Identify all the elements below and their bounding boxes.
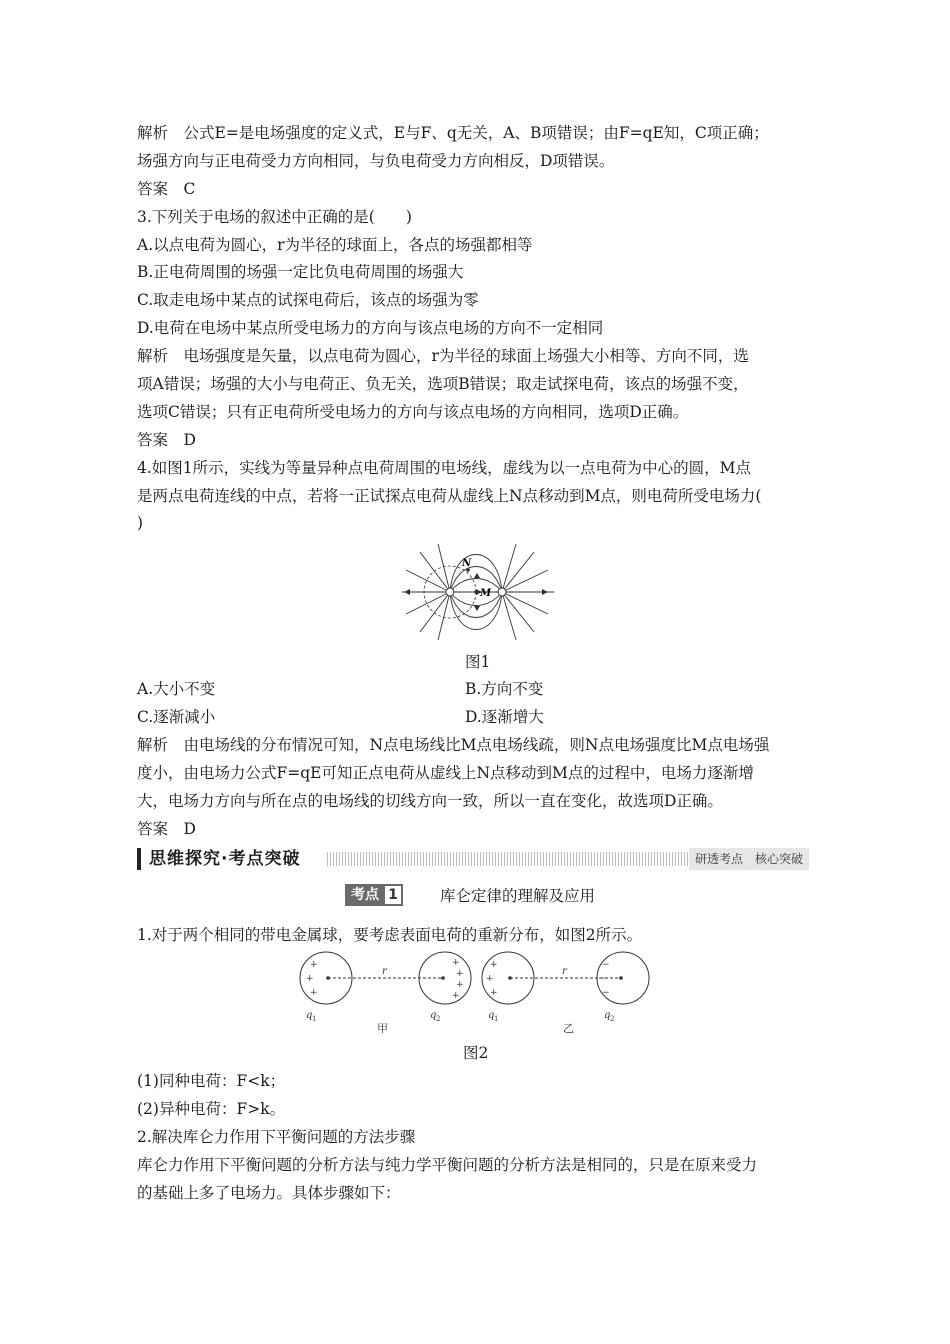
figure-1-label-n: N [462,558,472,569]
question-4-line-1: 4.如图1所示，实线为等量异种点电荷周围的电场线，虚线为以一点电荷为中心的圆，M点 [137,459,752,477]
section-point-2-line-1: 库仑力作用下平衡问题的分析方法与纯力学平衡问题的分析方法是相同的，只是在原来受力 [137,1156,758,1174]
figure-1-field-lines [398,540,558,640]
kaodian-title: 库仑定律的理解及应用 [440,887,596,905]
distance-label: r [382,966,387,977]
plus-sign: + [310,960,318,970]
distance-label: r [562,966,567,977]
kaodian-label: 考点 [345,884,383,906]
figure-2-spheres [290,950,660,1036]
opposite-charge-rule: (2)异种电荷：F>k。 [137,1100,286,1118]
plus-sign: + [310,988,318,998]
banner-subtitle: 研透考点 核心突破 [689,848,809,870]
analysis-3-line-3: 选项C错误；只有正电荷所受电场力的方向与该点电场的方向相同，选项D正确。 [137,403,689,421]
analysis-4-line-3: 大，电场力方向与所在点的电场线的切线方向一致，所以一直在变化，故选项D正确。 [137,792,723,810]
figure-1-label-m: M [480,588,492,599]
question-3-option-d: D.电荷在电场中某点所受电场力的方向与该点电场的方向不一定相同 [137,319,604,337]
minus-sign: − [602,960,610,970]
question-3-option-b: B.正电荷周围的场强一定比负电荷周围的场强大 [137,263,464,281]
charge-subscript: 1 [312,1015,317,1023]
same-charge-rule: (1)同种电荷：F<k； [137,1072,286,1090]
minus-sign: − [602,988,610,998]
plus-sign: + [490,960,498,970]
charge-subscript: 2 [436,1015,441,1023]
plus-sign: + [456,980,464,990]
banner-title: 思维探究·考点突破 [137,848,306,870]
figure-2-label-jia: 甲 [377,1022,388,1035]
analysis-3-line-1: 解析 电场强度是矢量，以点电荷为圆心，r为半径的球面上场强大小相等、方向不同，选 [137,347,749,365]
question-3-stem: 3.下列关于电场的叙述中正确的是( ) [137,208,412,226]
question-4-line-3: ) [137,514,144,532]
analysis-4-line-2: 度小，由电场力公式F=qE可知正点电荷从虚线上N点移动到M点的过程中，电场力逐渐增 [137,764,754,782]
question-4-option-d: D.逐渐增大 [465,708,544,726]
minus-sign: − [598,974,606,984]
plus-sign: + [306,974,314,984]
question-3-option-c: C.取走电场中某点的试探电荷后，该点的场强为零 [137,291,479,309]
section-banner [137,848,809,870]
analysis-4-line-1: 解析 由电场线的分布情况可知，N点电场线比M点电场线疏，则N点电场强度比M点电场强 [137,736,770,754]
figure-1-caption: 图1 [465,653,491,671]
kaodian-number: 1 [383,884,403,906]
charge-subscript: 2 [610,1015,615,1023]
charge-label: q [306,1010,313,1021]
plus-sign: + [452,958,460,968]
analysis-3-line-2: 项A错误；场强的大小与电荷正、负无关，选项B错误；取走试探电荷，该点的场强不变， [137,375,749,393]
section-point-1: 1.对于两个相同的带电金属球，要考虑表面电荷的重新分布，如图2所示。 [137,926,643,944]
question-4-option-c: C.逐渐减小 [137,708,216,726]
question-4-option-a: A.大小不变 [137,680,216,698]
banner-stripe [327,852,689,866]
charge-subscript: 1 [494,1015,499,1023]
plus-sign: + [490,988,498,998]
plus-sign: + [456,969,464,979]
answer-2: 答案 C [137,180,196,198]
charge-label: q [430,1010,437,1021]
figure-2-label-yi: 乙 [563,1022,574,1035]
plus-sign: + [452,991,460,1001]
question-4-line-2: 是两点电荷连线的中点，若将一正试探点电荷从虚线上N点移动到M点，则电荷所受电场力( [137,487,762,505]
kaodian-badge [345,884,403,906]
section-point-2: 2.解决库仑力作用下平衡问题的方法步骤 [137,1128,416,1146]
analysis-2-line-2: 场强方向与正电荷受力方向相同，与负电荷受力方向相反，D项错误。 [137,152,615,170]
question-3-option-a: A.以点电荷为圆心，r为半径的球面上，各点的场强都相等 [137,236,533,254]
question-4-option-b: B.方向不变 [465,680,544,698]
analysis-2-line-1: 解析 公式E=是电场强度的定义式，E与F、q无关，A、B项错误；由F=qE知，C项正确； [137,124,769,142]
answer-3: 答案 D [137,431,196,449]
answer-4: 答案 D [137,820,196,838]
section-point-2-line-2: 的基础上多了电场力。具体步骤如下： [137,1184,401,1202]
charge-label: q [488,1010,495,1021]
plus-sign: + [486,974,494,984]
figure-2-caption: 图2 [463,1044,489,1062]
charge-label: q [604,1010,611,1021]
